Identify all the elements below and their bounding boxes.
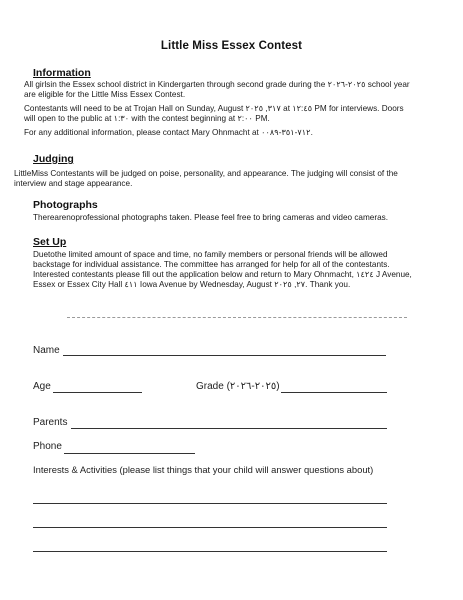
interests-line-2[interactable] (33, 527, 387, 528)
judging-line: LittleMiss Contestants will be judged on poise, personality, and appearance. The judging will consist of the (14, 169, 398, 178)
information-line: will open to the public at ١:٣٠ with the contest beginning at ٢:٠٠ PM. (24, 114, 270, 123)
cut-separator (67, 317, 407, 318)
setup-line: backstage for individual assistance. The committee has arranged for help for all of the contestants. (33, 260, 390, 269)
information-line: For any additional information, please contact Mary Ohnmacht at ٧١٢-٣٥١-٠٠٨٩. (24, 128, 313, 137)
grade-label: Grade (٢٠٢٥-٢٠٢٦) (196, 381, 280, 392)
page-title: Little Miss Essex Contest (160, 40, 303, 52)
name-field[interactable] (63, 355, 386, 356)
parents-label: Parents (33, 417, 68, 428)
information-line: All girlsin the Essex school district in Kindergarten through second grade during the ٢٠٢٥-٢٠٢٦ school year (24, 80, 410, 89)
phone-label: Phone (33, 441, 62, 452)
information-line: are eligible for the Little Miss Essex Contest. (24, 90, 186, 99)
information-heading: Information (33, 67, 91, 79)
setup-line: Essex or Essex City Hall ٤١١ Iowa Avenue by Wednesday, August ٢٧, ٢٠٢٥. Thank you. (33, 280, 351, 289)
setup-line: Duetothe limited amount of space and time, no family members or personal friends will be allowed (33, 250, 388, 259)
parents-field[interactable] (71, 428, 387, 429)
age-label: Age (33, 381, 51, 392)
name-label: Name (33, 345, 60, 356)
setup-heading: Set Up (33, 236, 67, 248)
setup-line: Interested contestants please fill out the application below and return to Mary Ohnmacht, ١٤٢٤ J Avenue, (33, 270, 412, 279)
judging-heading: Judging (33, 153, 74, 165)
interests-label: Interests & Activities (please list things that your child will answer questions about) (33, 464, 374, 475)
interests-line-3[interactable] (33, 551, 387, 552)
phone-field[interactable] (64, 453, 195, 454)
judging-line: interview and stage appearance. (14, 179, 133, 188)
photographs-heading: Photographs (33, 199, 98, 211)
photographs-line: Therearenoprofessional photographs taken. Please feel free to bring cameras and video cameras. (33, 213, 389, 222)
grade-field[interactable] (281, 392, 387, 393)
information-line: Contestants will need to be at Trojan Hall on Sunday, August ٣١٧, ٢٠٢٥ at ١٢:٤٥ PM for interviews. Doors (24, 104, 404, 113)
age-field[interactable] (53, 392, 142, 393)
interests-line-1[interactable] (33, 503, 387, 504)
